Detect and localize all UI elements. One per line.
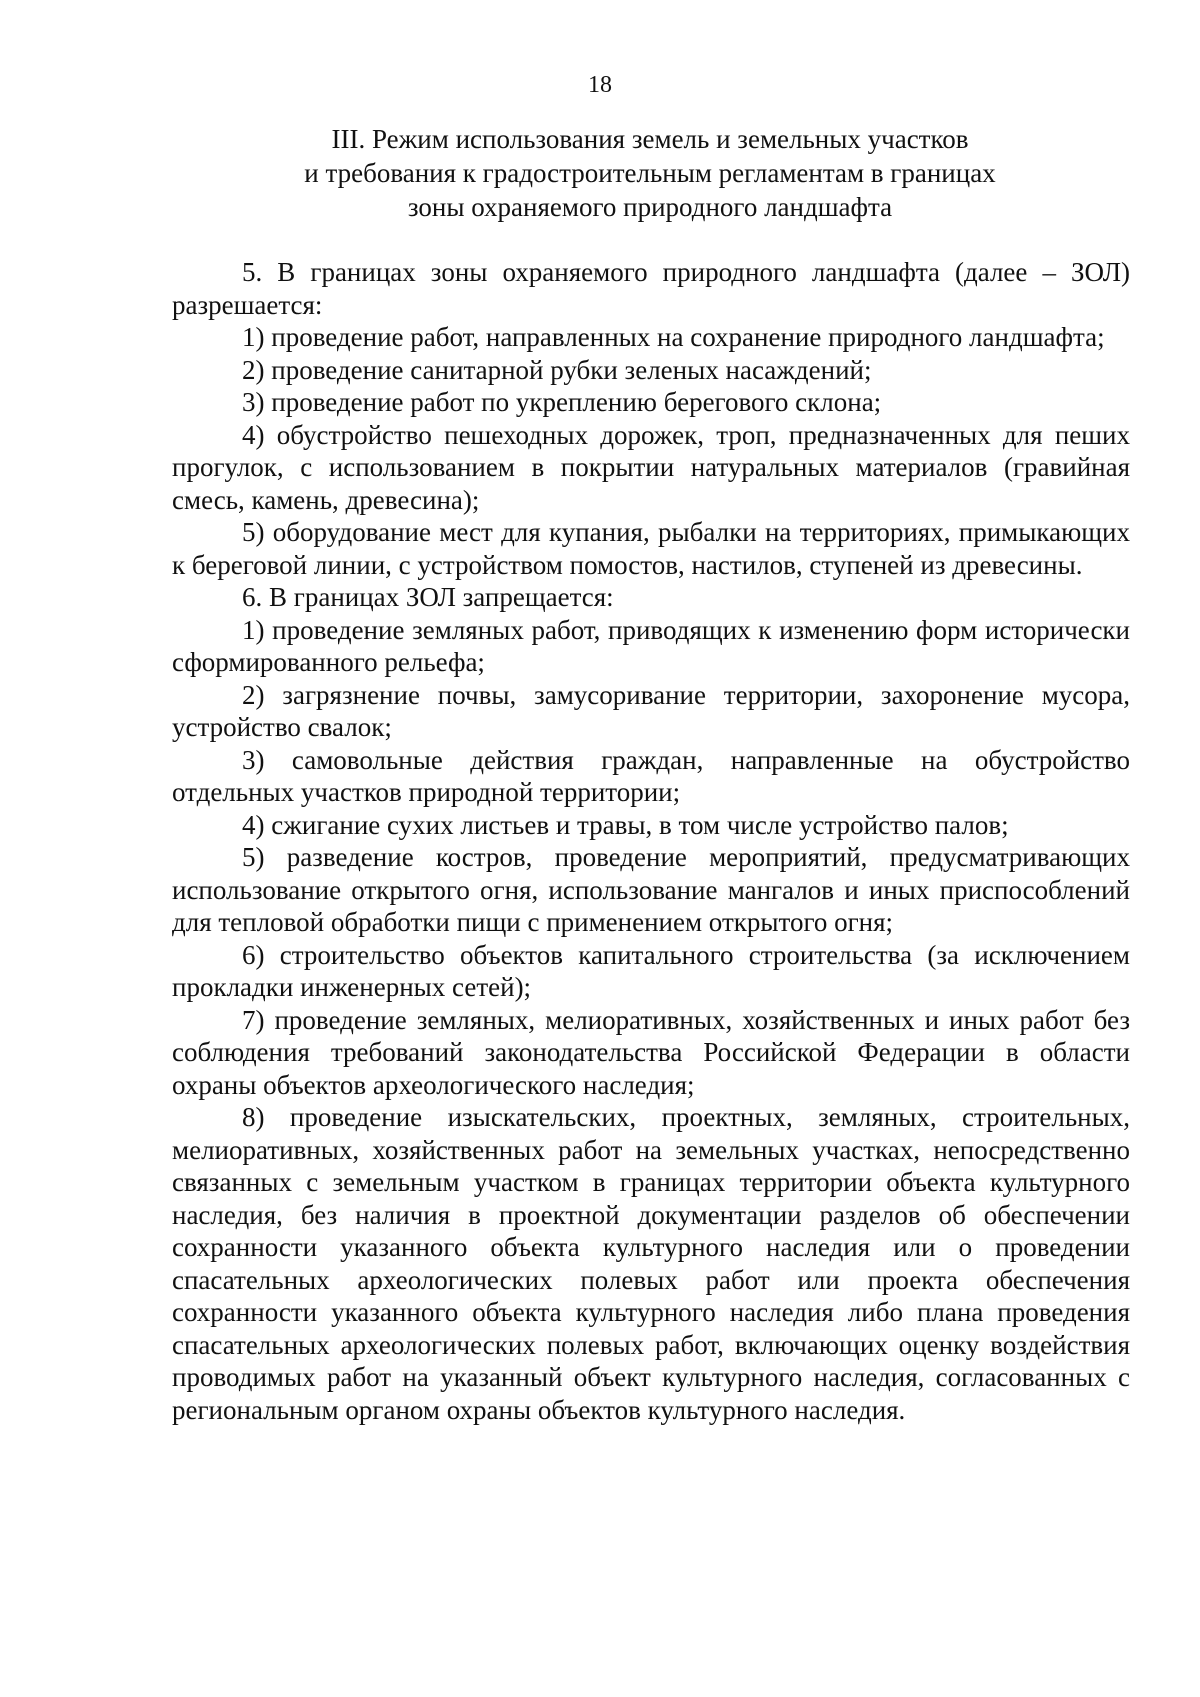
list-item: 2) проведение санитарной рубки зеленых насаждений; (242, 354, 872, 385)
list-item: 6) строительство объектов капитального строительства (за исключением прокладки инженерных сетей); (172, 939, 1130, 1002)
paragraph-clause-5: 5. В границах зоны охраняемого природного ландшафта (далее – ЗОЛ) разрешается: (172, 257, 1130, 320)
list-item: 1) проведение работ, направленных на сохранение природного ландшафта; (242, 322, 1105, 352)
section-heading (170, 122, 1130, 224)
document-body (172, 256, 1130, 1426)
list-item: 1) проведение земляных работ, приводящих к изменению форм исторически сформированного рельефа; (172, 614, 1130, 677)
list-item: 7) проведение земляных, мелиоративных, хозяйственных и иных работ без соблюдения требований законодательства Российской Федерации в области охраны объектов археологического наследия; (172, 1004, 1130, 1100)
paragraph-clause-6: 6. В границах ЗОЛ запрещается: (242, 582, 614, 612)
list-item: 5) оборудование мест для купания, рыбалки на территориях, примыкающих к береговой линии, с устройством помостов, настилов, ступеней из древесины. (172, 517, 1130, 580)
list-item: 3) самовольные действия граждан, направленные на обустройство отдельных участков природной территории; (172, 744, 1130, 807)
list-item: 3) проведение работ по укреплению берегового склона; (242, 387, 882, 417)
heading-line: III. Режим использования земель и земельных участков (331, 124, 969, 154)
list-item: 2) загрязнение почвы, замусоривание территории, захоронение мусора, устройство свалок; (172, 679, 1130, 742)
list-item: 8) проведение изыскательских, проектных, земляных, строительных, мелиоративных, хозяйственных работ на земельных участках, непосредственно связанных с земельным участком в границах территории объекта культурного наследия, без наличия в проектной документации разделов об обеспечении сохранности указанного объекта культурного наследия или о проведении спасательных археологических полевых работ или проекта обеспечения сохранности указанного объекта культурного наследия либо плана проведения спасательных археологических полевых работ, включающих оценку воздействия проводимых работ на указанный объект культурного наследия, согласованных с региональным органом охраны объектов культурного наследия. (172, 1102, 1130, 1425)
heading-line: зоны охраняемого природного ландшафта (407, 192, 893, 222)
list-item: 4) обустройство пешеходных дорожек, троп, предназначенных для пеших прогулок, с использованием в покрытии натуральных материалов (гравийная смесь, камень, древесина); (172, 419, 1130, 515)
list-item: 5) разведение костров, проведение мероприятий, предусматривающих использование открытого огня, использование мангалов и иных приспособлений для тепловой обработки пищи с применением открытого огня; (172, 842, 1130, 937)
list-item: 4) сжигание сухих листьев и травы, в том числе устройство палов; (242, 809, 1009, 840)
heading-line: и требования к градостроительным регламентам в границах (304, 158, 996, 188)
page-number: 18 (588, 72, 612, 98)
